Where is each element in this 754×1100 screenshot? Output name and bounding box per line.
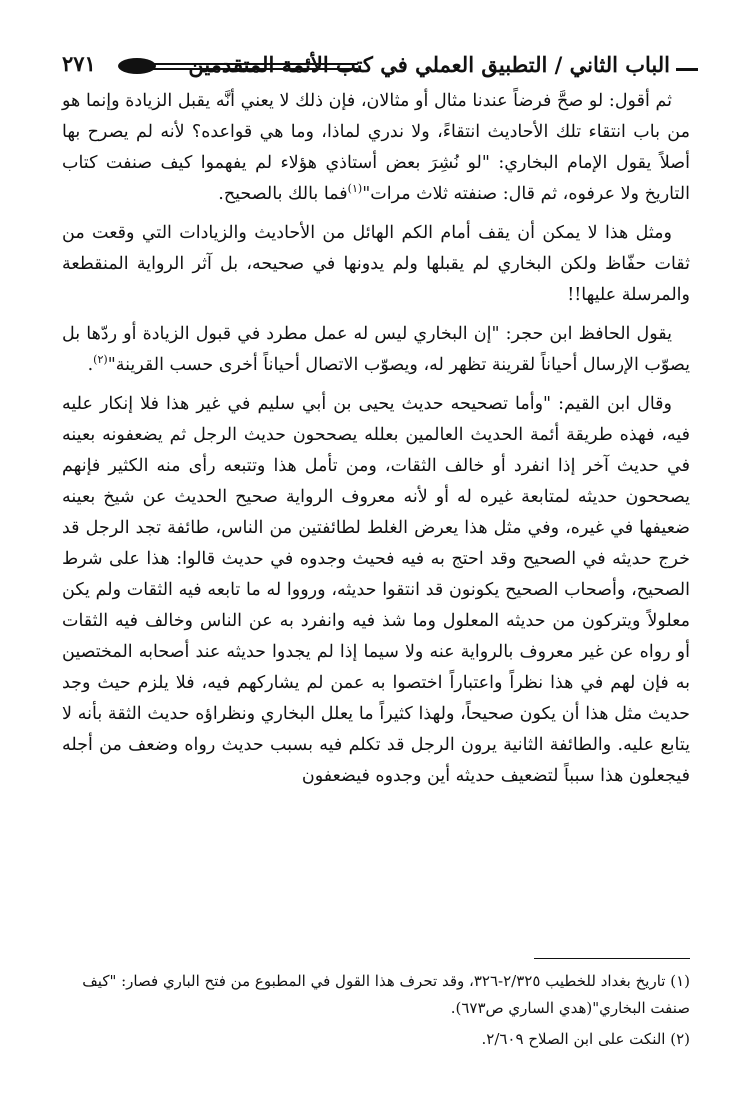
footnote: (٢) النكت على ابن الصلاح ٢/٦٠٩.	[481, 1030, 690, 1048]
main-text	[62, 86, 690, 800]
footnotes	[62, 968, 690, 1057]
header-double-rule	[146, 63, 358, 70]
footnote-ref: (٢)	[93, 353, 108, 367]
paragraph: وقال ابن القيم: "وأما تصحيحه حديث يحيى بن أبي سليم في غير هذا فلا إنكار عليه فيه، فهذه طريقة أئمة الحديث العالمين بعلله يصححون حديث الرجل ثم يضعفونه بعينه في حديث آخر إذا انفرد أو خالف الثقات، ومن تأمل هذا وتتبعه رأى منه الكثير فإنهم يصححون حديثه لمتابعة غيره له أو لأنه معروف الرواية صحيح الحديث عن شيخ بعينه ضعيفها في غيره، وفي مثل هذا يعرض الغلط لطائفتين من الناس، طائفة تجد الرجل قد خرج حديثه في الصحيح وقد احتج به فيه فحيث وجدوه في حديث قالوا: هذا على شرط الصحيح، وأصحاب الصحيح يكونون قد انتقوا حديثه، ورووا له ما تابعه فيه الثقات ولم يكن معلولاً ويتركون من حديثه المعلول وما شذ فيه وانفرد به عن الناس وخالف فيه الثقات أو رواه عن غير معروف بالرواية عنه ولا سيما إذا لم يجدوا حديثه عند أصحابه المختصين به فإن لهم في هذا نظراً واعتباراً اختصوا به عمن لم يشاركهم فيه، فلا يلزم حيث وجد حديث مثل هذا أن يكون صحيحاً، ولهذا كثيراً ما يعلل البخاري ونظراؤه حديث الثقة بأنه لا يتابع عليه. والطائفة الثانية يرون الرجل قد تكلم فيه بسبب حديث رواه وضعف من أجله فيجعلون هذا سبباً لتضعيف حديثه أين وجدوه فيضعفون	[62, 394, 690, 786]
running-header	[60, 48, 700, 84]
paragraph-tail: .	[87, 355, 94, 375]
paragraph: ومثل هذا لا يمكن أن يقف أمام الكم الهائل من الأحاديث والزيادات التي وقعت من ثقات حفّاظ ولكن البخاري لم يقبلها ولم يدونها في صحيحه، بل آثر الرواية المنقطعة والمرسلة عليها!!	[62, 223, 690, 305]
footnote-separator	[534, 958, 690, 959]
chapter-title: الباب الثاني / التطبيق العملي في كتب الأئمة المتقدمين	[188, 52, 670, 77]
paragraph	[62, 319, 690, 381]
paragraph	[62, 86, 690, 210]
header-oval-ornament	[118, 58, 156, 74]
page-number: ٢٧١	[62, 51, 96, 76]
paragraph-text: ثم أقول: لو صحَّ فرضاً عندنا مثال أو مثالان، فإن ذلك لا يعني أنَّه يقبل الزيادة وإنما هو من باب انتقاء تلك الأحاديث انتقاءً، ولا ندري لماذا، وما هي قواعده؟ لأنه لم يصرح بها أصلاً يقول الإمام البخاري: "لو نُشِرَ بعض أستاذي هؤلاء لم يفهموا كيف صنفت كتاب التاريخ ولا عرفوه، ثم قال: صنفته ثلاث مرات"	[62, 91, 690, 204]
header-dash-ornament	[676, 68, 698, 71]
footnote: (١) تاريخ بغداد للخطيب ٢/٣٢٥-٣٢٦، وقد تحرف هذا القول في المطبوع من فتح الباري فصار: "كيف صنفت البخاري"(هدي الساري ص٦٧٣).	[82, 972, 690, 1017]
paragraph-tail: فما بالك بالصحيح.	[218, 184, 348, 204]
footnote-ref: (١)	[347, 182, 363, 196]
paragraph-text: يقول الحافظ ابن حجر: "إن البخاري ليس له عمل مطرد في قبول الزيادة أو ردّها بل يصوّب الإرسال أحياناً لقرينة تظهر له، ويصوّب الاتصال أحياناً أخرى حسب القرينة"	[62, 324, 690, 375]
